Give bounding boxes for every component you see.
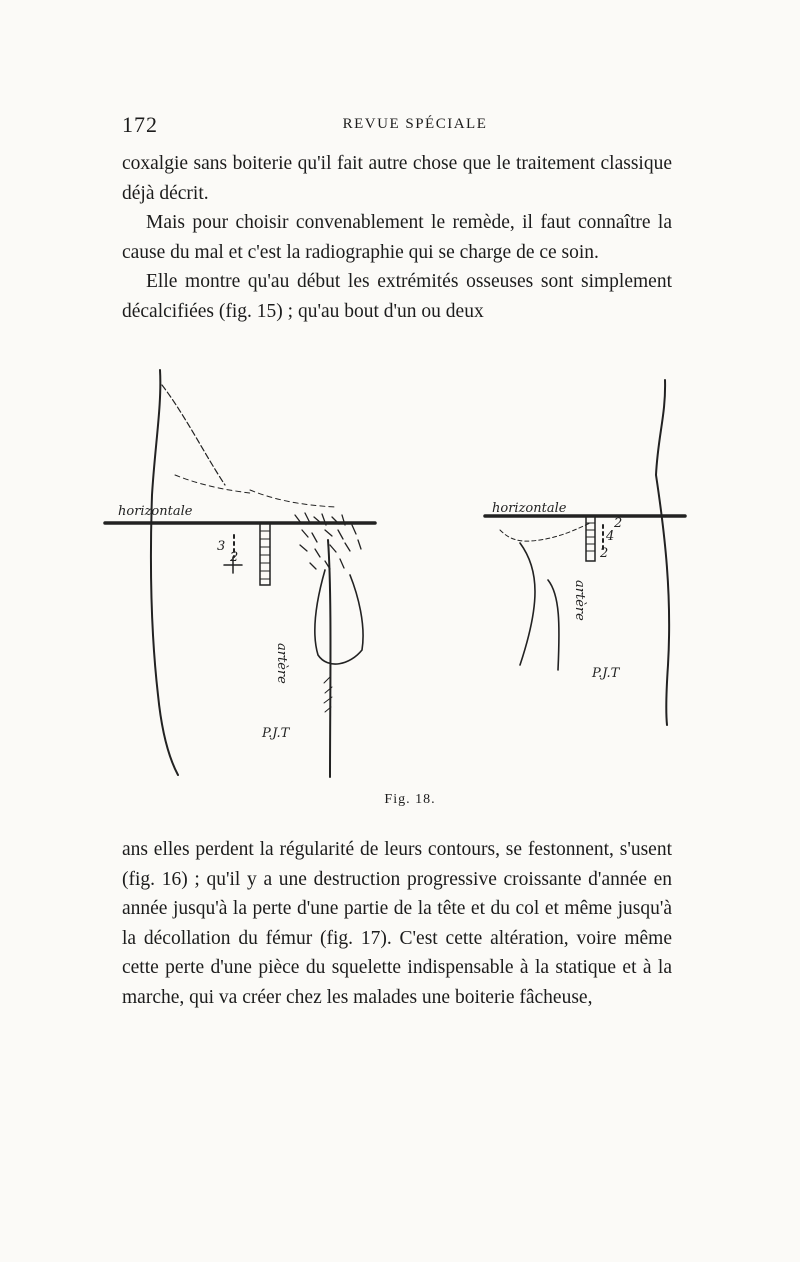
right-artere-label: artère: [572, 580, 587, 621]
figure-caption: Fig. 18.: [384, 792, 436, 807]
body-text-bottom: [122, 835, 672, 1012]
left-number-2: 2: [230, 550, 239, 565]
right-funnel: [520, 543, 535, 665]
figure-drawing: [100, 365, 700, 785]
left-horizontale-label: horizontale: [118, 504, 193, 519]
paragraph: ans elles perdent la régularité de leurs contours, se festonnent, s'usent (fig. 16) ; qu'il y a une destruction progressive croissante d'année en année jusqu'à la perte d'une partie de la tête et du col et même jusqu'à la décollation du fémur (fig. 17). C'est cette altération, voire même cette perte d'une pièce du squelette indispensable à la statique et à la marche, qui va créer chez les malades une boiterie fâcheuse,: [122, 839, 672, 1008]
left-ruler: [260, 523, 270, 585]
paragraph: Elle montre qu'au début les extrémités osseuses sont simplement décalcifiées (fig. 15) ; qu'au bout d'un ou deux: [122, 271, 672, 322]
paragraph: coxalgie sans boiterie qu'il fait autre chose que le traitement classique déjà décrit.: [122, 153, 672, 204]
right-number-2b: 2: [600, 546, 609, 561]
right-horizontale-label: horizontale: [492, 501, 567, 516]
left-initials: P.J.T: [262, 726, 290, 741]
right-number-4: 4: [606, 529, 615, 544]
left-thigh-outline: [328, 540, 331, 777]
figure-18: [100, 365, 700, 785]
right-initials: P.J.T: [592, 666, 620, 681]
paragraph: Mais pour choisir convenablement le remède, il faut connaître la cause du mal et c'est la radiographie qui se charge de ce soin.: [122, 212, 672, 263]
left-body-outline: [151, 370, 178, 775]
left-penis: [315, 570, 363, 664]
right-number-2: 2: [614, 516, 623, 531]
running-title: REVUE SPÉCIALE: [342, 116, 488, 132]
left-artere-label: artère: [274, 643, 289, 684]
page-number: 172: [122, 112, 158, 137]
left-number-3: 3: [217, 539, 226, 554]
left-inguinal-fold: [162, 385, 225, 485]
body-text-top: [122, 149, 672, 326]
right-body-outline: [656, 380, 669, 725]
